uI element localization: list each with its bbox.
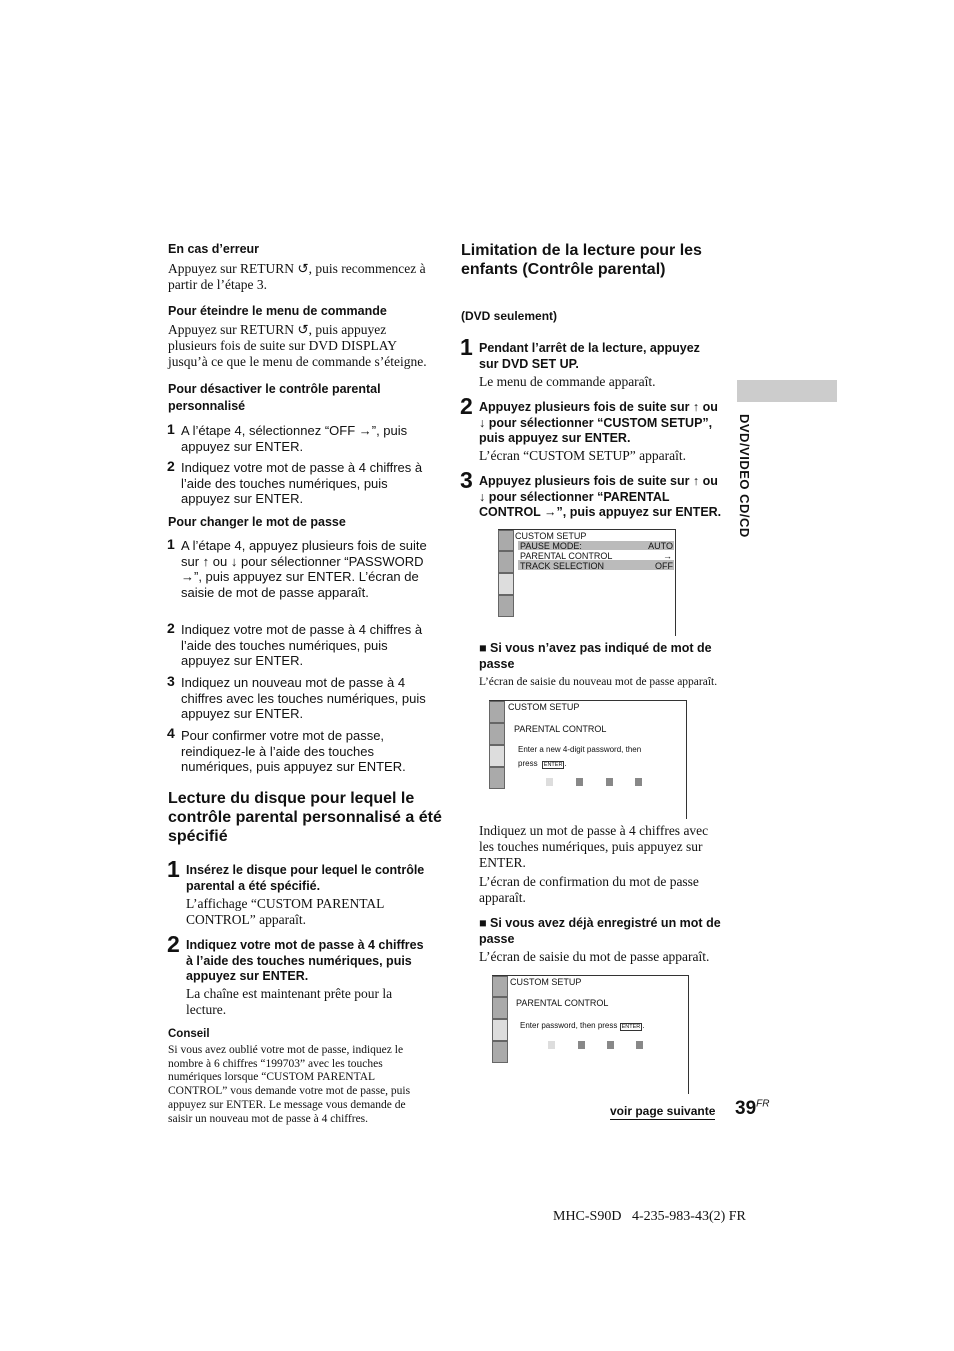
deactivate-heading: Pour désactiver le contrôle parental personnalisé <box>168 382 381 413</box>
enter-password-instruction: Indiquez un mot de passe à 4 chiffres avec les touches numériques, puis appuyez sur ENTER. <box>479 823 709 870</box>
step-1-number: 1 <box>460 334 473 360</box>
password-digit-slot <box>546 778 553 786</box>
confirmation-screen-note: L’écran de confirmation du mot de passe apparaît. <box>479 874 699 905</box>
screen-tab <box>489 723 505 745</box>
password-digit-slot <box>578 1041 585 1049</box>
play-step-2-text: Indiquez votre mot de passe à 4 chiffres à l’aide des touches numériques, puis appuyez sur ENTER. <box>186 938 424 983</box>
deact-step-1-number: 1 <box>167 421 175 437</box>
screen-tab <box>498 530 514 551</box>
step-2-result: L’écran “CUSTOM SETUP” apparaît. <box>479 448 686 463</box>
existing-password-text: L’écran de saisie du mot de passe apparaît. <box>479 949 710 964</box>
screen-tab <box>489 745 505 767</box>
tip-text: Si vous avez oublié votre mot de passe, indiquez le nombre à 6 chiffres “199703” avec les touches numériques lorsque “CUSTOM PARENTAL CONTROL” vous demande votre mot de passe, puis appuyez sur ENTER. Le message vous demande de saisir un nouveau mot de passe à 4 chiffres. <box>168 1044 411 1125</box>
change-step-4-text: Pour confirmer votre mot de passe, reindiquez-le à l’aide des touches numériques, puis appuyez sur ENTER. <box>181 728 406 774</box>
play-step-1-number: 1 <box>167 856 180 882</box>
screen-tab <box>489 767 505 789</box>
period: . <box>642 1021 645 1030</box>
step-1-result: Le menu de commande apparaît. <box>479 374 656 389</box>
screen3-subtitle: PARENTAL CONTROL <box>516 998 609 1008</box>
change-password-heading: Pour changer le mot de passe <box>168 515 346 529</box>
screen3-message-text: Enter password, then press <box>520 1021 618 1030</box>
play-step-2-result: La chaîne est maintenant prête pour la lecture. <box>186 986 393 1017</box>
password-digit-slot <box>548 1041 555 1049</box>
custom-setup-screen <box>498 529 676 636</box>
password-digit-slot <box>635 778 642 786</box>
screen2-header: CUSTOM SETUP <box>508 702 580 712</box>
screen1-row2-label: PARENTAL CONTROL <box>520 551 613 561</box>
parental-control-title: Limitation de la lecture pour les enfants (Contrôle parental) <box>461 242 702 278</box>
password-digit-slot <box>607 1041 614 1049</box>
model-number: MHC-S90D 4-235-983-43(2) FR <box>553 1209 746 1224</box>
page-language: FR <box>756 1098 770 1110</box>
change-step-2-number: 2 <box>167 620 175 636</box>
new-password-screen <box>489 700 687 819</box>
error-text: Appuyez sur RETURN ↺, puis recommencez à partir de l’étape 3. <box>168 261 426 292</box>
password-digit-slot <box>606 778 613 786</box>
section-tab-label: DVD/VIDEO CD/CD <box>737 414 752 538</box>
play-step-1-text: Insérez le disque pour lequel le contrôle parental a été spécifié. <box>186 863 425 893</box>
step-2-number: 2 <box>460 393 473 419</box>
arrow-right-icon: → <box>663 551 672 561</box>
enter-key-icon: ENTER <box>621 1024 641 1030</box>
screen3-message <box>520 1021 645 1030</box>
password-digit-slot <box>636 1041 643 1049</box>
screen-tab <box>492 976 508 997</box>
no-password-heading: ■ Si vous n’avez pas indiqué de mot de passe <box>479 641 712 671</box>
play-step-1-result: L’affichage “CUSTOM PARENTAL CONTROL” apparaît. <box>186 896 384 927</box>
change-step-3-text: Indiquez un nouveau mot de passe à 4 chiffres avec les touches numériques, puis appuyez sur ENTER. <box>181 675 426 721</box>
screen1-row3-value: OFF <box>655 561 673 571</box>
deact-step-2-text: Indiquez votre mot de passe à 4 chiffres à l’aide des touches numériques, puis appuyez sur ENTER. <box>181 460 423 506</box>
screen2-message-line2 <box>518 759 567 768</box>
change-step-3-number: 3 <box>167 673 175 689</box>
play-section-title: Lecture du disque pour lequel le contrôle parental personnalisé a été spécifié <box>168 790 442 845</box>
screen2-subtitle: PARENTAL CONTROL <box>514 724 607 734</box>
screen-tab <box>492 1019 508 1041</box>
section-tab-marker <box>737 380 837 402</box>
step-2-text: Appuyez plusieurs fois de suite sur ↑ ou ↓ pour sélectionner “CUSTOM SETUP”, puis appuyez sur ENTER. <box>479 400 718 445</box>
tip-heading: Conseil <box>168 1028 210 1040</box>
page-number-value: 39 <box>735 1098 757 1119</box>
screen-tab <box>498 551 514 573</box>
screen-tab <box>489 701 505 723</box>
screen3-header: CUSTOM SETUP <box>510 977 582 987</box>
change-step-2-text: Indiquez votre mot de passe à 4 chiffres à l’aide des touches numériques, puis appuyez sur ENTER. <box>181 622 423 668</box>
dvd-only-subtitle: (DVD seulement) <box>461 309 558 323</box>
screen-tab <box>498 573 514 595</box>
change-step-1-number: 1 <box>167 536 175 552</box>
change-step-4-number: 4 <box>167 725 175 741</box>
press-label: press <box>518 759 538 768</box>
step-1-text: Pendant l’arrêt de la lecture, appuyez sur DVD SET UP. <box>479 341 700 371</box>
menu-off-text: Appuyez sur RETURN ↺, puis appuyez plusieurs fois de suite sur DVD DISPLAY jusqu’à ce que le menu de commande s’éteigne. <box>168 322 427 369</box>
enter-key-icon: ENTER <box>543 762 563 768</box>
change-step-1-text: A l’étape 4, appuyez plusieurs fois de suite sur ↑ ou ↓ pour sélectionner “PASSWORD →”, puis appuyez sur ENTER. L’écran de saisie de mot de passe apparaît. <box>181 538 427 600</box>
screen1-row3-label: TRACK SELECTION <box>520 561 605 571</box>
screen-tab <box>492 1041 508 1063</box>
menu-off-heading: Pour éteindre le menu de commande <box>168 304 387 318</box>
screen1-row1-value: AUTO <box>648 541 673 551</box>
screen-tab <box>498 595 514 617</box>
error-heading: En cas d’erreur <box>168 242 260 256</box>
screen2-message-line1: Enter a new 4-digit password, then <box>518 745 642 754</box>
screen1-header: CUSTOM SETUP <box>515 531 587 541</box>
deact-step-1-text: A l’étape 4, sélectionnez “OFF →”, puis appuyez sur ENTER. <box>181 423 408 454</box>
page-number <box>735 1098 769 1120</box>
deact-step-2-number: 2 <box>167 458 175 474</box>
screen1-row1-label: PAUSE MODE: <box>520 541 582 551</box>
step-3-number: 3 <box>460 467 473 493</box>
step-3-text: Appuyez plusieurs fois de suite sur ↑ ou ↓ pour sélectionner “PARENTAL CONTROL →”, puis appuyez sur ENTER. <box>479 474 722 519</box>
no-password-text: L’écran de saisie du nouveau mot de passe apparaît. <box>479 676 718 688</box>
screen-tab <box>492 997 508 1019</box>
password-entry-screen <box>492 975 689 1094</box>
password-digit-slot <box>576 778 583 786</box>
play-step-2-number: 2 <box>167 931 180 957</box>
period: . <box>564 759 567 768</box>
existing-password-heading: ■ Si vous avez déjà enregistré un mot de passe <box>479 916 721 946</box>
next-page-link[interactable]: voir page suivante <box>610 1104 716 1118</box>
